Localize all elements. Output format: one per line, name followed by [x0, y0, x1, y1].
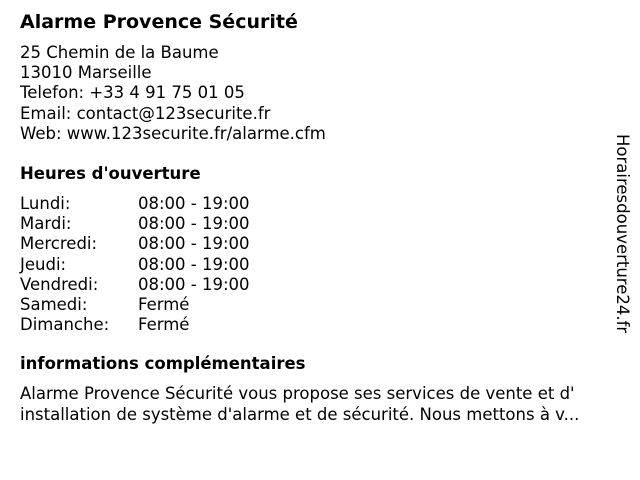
- description-line: Alarme Provence Sécurité vous propose ses services de vente et d': [20, 384, 575, 403]
- day-label: Mardi:: [20, 214, 72, 234]
- hours-value: 08:00 - 19:00: [138, 194, 250, 213]
- website-text: Web: www.123securite.fr/alarme.cfm: [20, 123, 326, 143]
- hours-value: 08:00 - 19:00: [138, 254, 250, 274]
- day-label: Mercredi:: [20, 234, 98, 254]
- day-label: Dimanche:: [20, 315, 110, 335]
- site-watermark: Horairesdouverture24.fr: [613, 134, 632, 334]
- business-description: [20, 383, 620, 425]
- business-name: Alarme Provence Sécurité: [20, 11, 298, 33]
- contact-block: [20, 43, 326, 144]
- hours-value: 08:00 - 19:00: [138, 274, 250, 294]
- address-street: 25 Chemin de la Baume: [20, 43, 219, 62]
- day-label: Lundi:: [20, 194, 71, 213]
- hours-value: Fermé: [138, 315, 190, 335]
- description-line: installation de système d'alarme et de sécurité. Nous mettons à v...: [20, 405, 580, 424]
- opening-hours-heading: Heures d'ouverture: [20, 164, 201, 183]
- day-label: Samedi:: [20, 294, 88, 314]
- hours-value: 08:00 - 19:00: [138, 234, 250, 254]
- address-city: 13010 Marseille: [20, 63, 152, 83]
- day-label: Jeudi:: [20, 254, 67, 274]
- additional-info-heading: informations complémentaires: [20, 354, 306, 373]
- day-label: Vendredi:: [20, 274, 99, 294]
- email-text: Email: contact@123securite.fr: [20, 103, 271, 123]
- hours-value: 08:00 - 19:00: [138, 214, 250, 234]
- phone-text: Telefon: +33 4 91 75 01 05: [20, 83, 245, 103]
- hours-value: Fermé: [138, 294, 190, 314]
